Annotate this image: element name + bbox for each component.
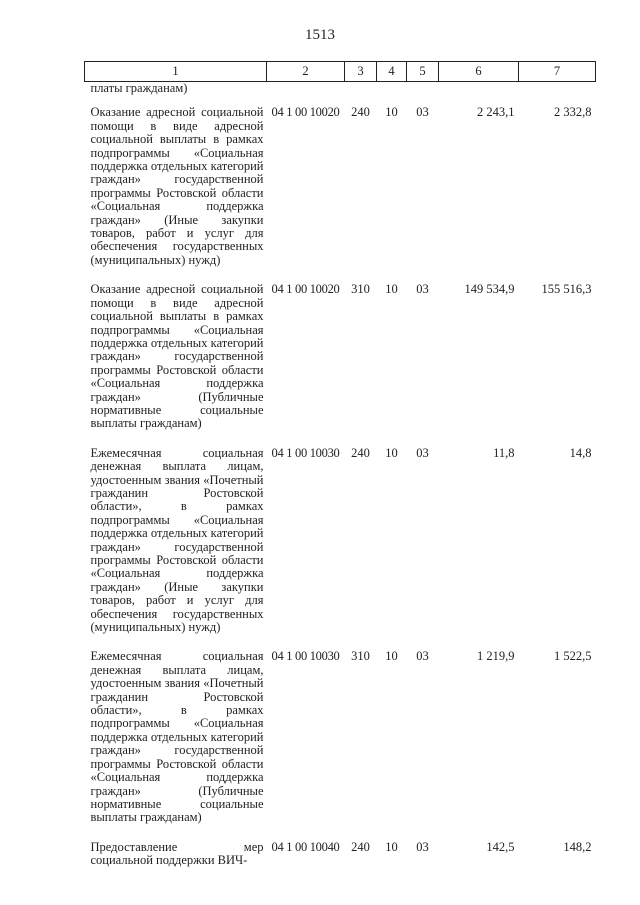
- row-target-code: 04 1 00 10030: [271, 649, 340, 664]
- row-amount-col6: 149 534,9: [464, 282, 515, 297]
- row-amount-col6: 1 219,9: [477, 649, 515, 664]
- row-amount-col7: 2 332,8: [554, 105, 592, 120]
- row-amount-col6: 11,8: [493, 445, 515, 460]
- row-description: Оказание адресной социальной помощи в виде адресной социальной выплаты в рамках подпрограммы «Социальная поддержка отдельных категорий граждан» государственной программы Ростовской области «Социальная поддержка граждан» (Публичные нормативные социальные выплаты гражданам): [90, 282, 264, 431]
- row-section: 10: [385, 649, 398, 664]
- row-expense-type: 240: [351, 445, 370, 460]
- row-section: 10: [385, 105, 398, 120]
- table-row: [85, 275, 596, 438]
- row-subsection: 03: [416, 839, 429, 854]
- row-section: 10: [385, 839, 398, 854]
- row-amount-col7: 14,8: [569, 445, 592, 460]
- row-description: Ежемесячная социальная денежная выплата лицам, удостоенным звания «Почетный гражданин Ростовской области», в рамках подпрограммы «Социальная поддержка отдельных категорий граждан» государственной программы Ростовской области «Социальная поддержка граждан» (Публичные нормативные социальные выплаты гражданам): [90, 649, 264, 825]
- row-description: Оказание адресной социальной помощи в виде адресной социальной выплаты в рамках подпрограммы «Социальная поддержка отдельных категорий граждан» государственной программы Ростовской области «Социальная поддержка граждан» (Иные закупки товаров, работ и услуг для обеспечения государственных (муниципальных) нужд): [90, 105, 264, 267]
- column-header-4: 4: [377, 62, 407, 82]
- table-row: [85, 833, 596, 876]
- table-row: [85, 439, 596, 643]
- row-target-code: 04 1 00 10020: [271, 282, 340, 297]
- row-expense-type: 240: [351, 105, 370, 120]
- row-expense-type: 240: [351, 839, 370, 854]
- row-amount-col6: 142,5: [486, 839, 515, 854]
- column-header-7: 7: [519, 62, 596, 82]
- table-header-row: [85, 62, 596, 82]
- row-description: Предоставление мер социальной поддержки ВИЧ-: [90, 839, 264, 868]
- page-number: 1513: [305, 27, 335, 43]
- column-header-5: 5: [407, 62, 439, 82]
- row-description: Ежемесячная социальная денежная выплата лицам, удостоенным звания «Почетный гражданин Ростовской области», в рамках подпрограммы «Социальная поддержка отдельных категорий граждан» государственной программы Ростовской области «Социальная поддержка граждан» (Иные закупки товаров, работ и услуг для обеспечения государственных (муниципальных) нужд): [90, 445, 264, 635]
- table-row: [85, 98, 596, 275]
- column-header-3: 3: [345, 62, 377, 82]
- row-subsection: 03: [416, 649, 429, 664]
- budget-table: [84, 61, 596, 876]
- row-amount-col7: 148,2: [563, 839, 592, 854]
- row-subsection: 03: [416, 282, 429, 297]
- row-expense-type: 310: [351, 282, 370, 297]
- column-header-2: 2: [267, 62, 345, 82]
- row-subsection: 03: [416, 105, 429, 120]
- column-header-6: 6: [439, 62, 519, 82]
- row-amount-col7: 1 522,5: [554, 649, 592, 664]
- row-amount-col7: 155 516,3: [541, 282, 592, 297]
- row-target-code: 04 1 00 10040: [271, 839, 340, 854]
- row-target-code: 04 1 00 10030: [271, 445, 340, 460]
- table-row: [85, 642, 596, 832]
- column-header-1: 1: [85, 62, 267, 82]
- row-section: 10: [385, 282, 398, 297]
- continuation-row: [85, 82, 596, 99]
- continuation-text: платы гражданам): [90, 81, 188, 95]
- row-amount-col6: 2 243,1: [477, 105, 515, 120]
- row-subsection: 03: [416, 445, 429, 460]
- row-section: 10: [385, 445, 398, 460]
- row-expense-type: 310: [351, 649, 370, 664]
- row-target-code: 04 1 00 10020: [271, 105, 340, 120]
